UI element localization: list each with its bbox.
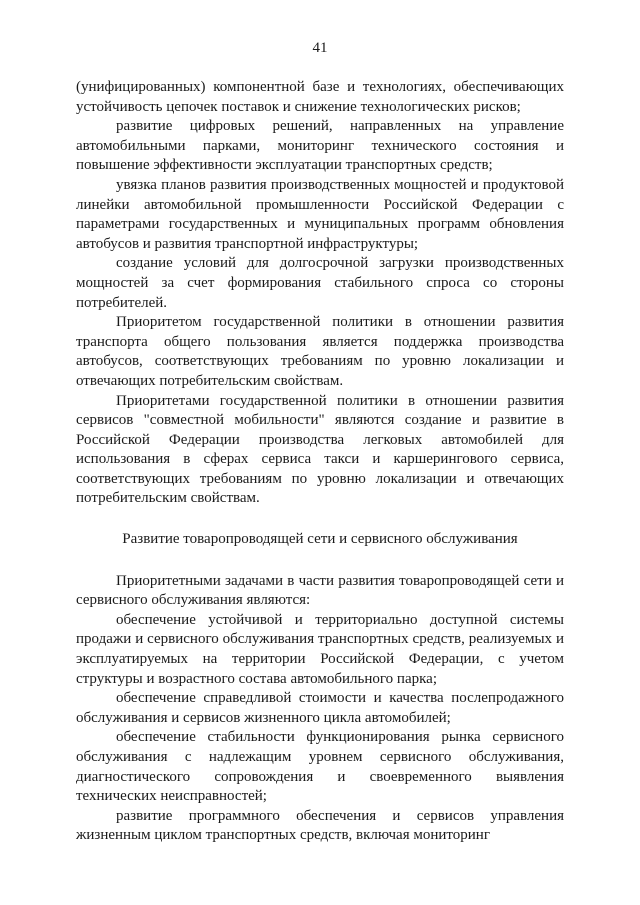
paragraph: Приоритетными задачами в части развития товаропроводящей сети и сервисного обслуживания являются: — [76, 572, 564, 609]
paragraph: Приоритетом государственной политики в отношении развития транспорта общего пользования является поддержка производства автобусов, соответствующих требованиям по уровню локализации и отвечающих потребительским свойствам. — [76, 314, 564, 389]
paragraph: развитие программного обеспечения и сервисов управления жизненным циклом транспортных средств, включая мониторинг — [76, 807, 564, 844]
paragraph: Приоритетами государственной политики в отношении развития сервисов "совместной мобильности" являются создание и развитие в Российской Федерации производства легковых автомобилей для использования в сферах сервиса такси и каршерингового сервиса, соответствующих требованиям по уровню локализации и отвечающих потребительским свойствам. — [76, 392, 564, 507]
paragraph: обеспечение устойчивой и территориально доступной системы продажи и сервисного обслуживания транспортных средств, реализуемых и эксплуатируемых на территории Российской Федерации, с учетом структуры и возрастного состава автомобильного парка; — [76, 611, 564, 687]
paragraph: создание условий для долгосрочной загрузки производственных мощностей за счет формирования стабильного спроса со стороны потребителей. — [76, 255, 564, 311]
paragraph: обеспечение стабильности функционирования рынка сервисного обслуживания с надлежащим уровнем сервисного обслуживания, диагностического сопровождения и своевременного выявления технических неисправностей; — [76, 729, 564, 805]
paragraph: обеспечение справедливой стоимости и качества послепродажного обслуживания и сервисов жизненного цикла автомобилей; — [76, 690, 564, 726]
page-number: 41 — [312, 40, 328, 56]
paragraph: (унифицированных) компонентной базе и технологиях, обеспечивающих устойчивость цепочек поставок и снижение технологических рисков; — [76, 79, 564, 115]
page-body — [76, 78, 564, 846]
section-heading: Развитие товаропроводящей сети и сервисного обслуживания — [122, 531, 518, 548]
paragraph: увязка планов развития производственных мощностей и продуктовой линейки автомобильной промышленности Российской Федерации с параметрами государственных и муниципальных программ обновления автобусов и развития транспортной инфраструктуры; — [76, 176, 564, 252]
paragraph: развитие цифровых решений, направленных на управление автомобильными парками, мониторинг технического состояния и повышение эффективности эксплуатации транспортных средств; — [76, 118, 564, 174]
